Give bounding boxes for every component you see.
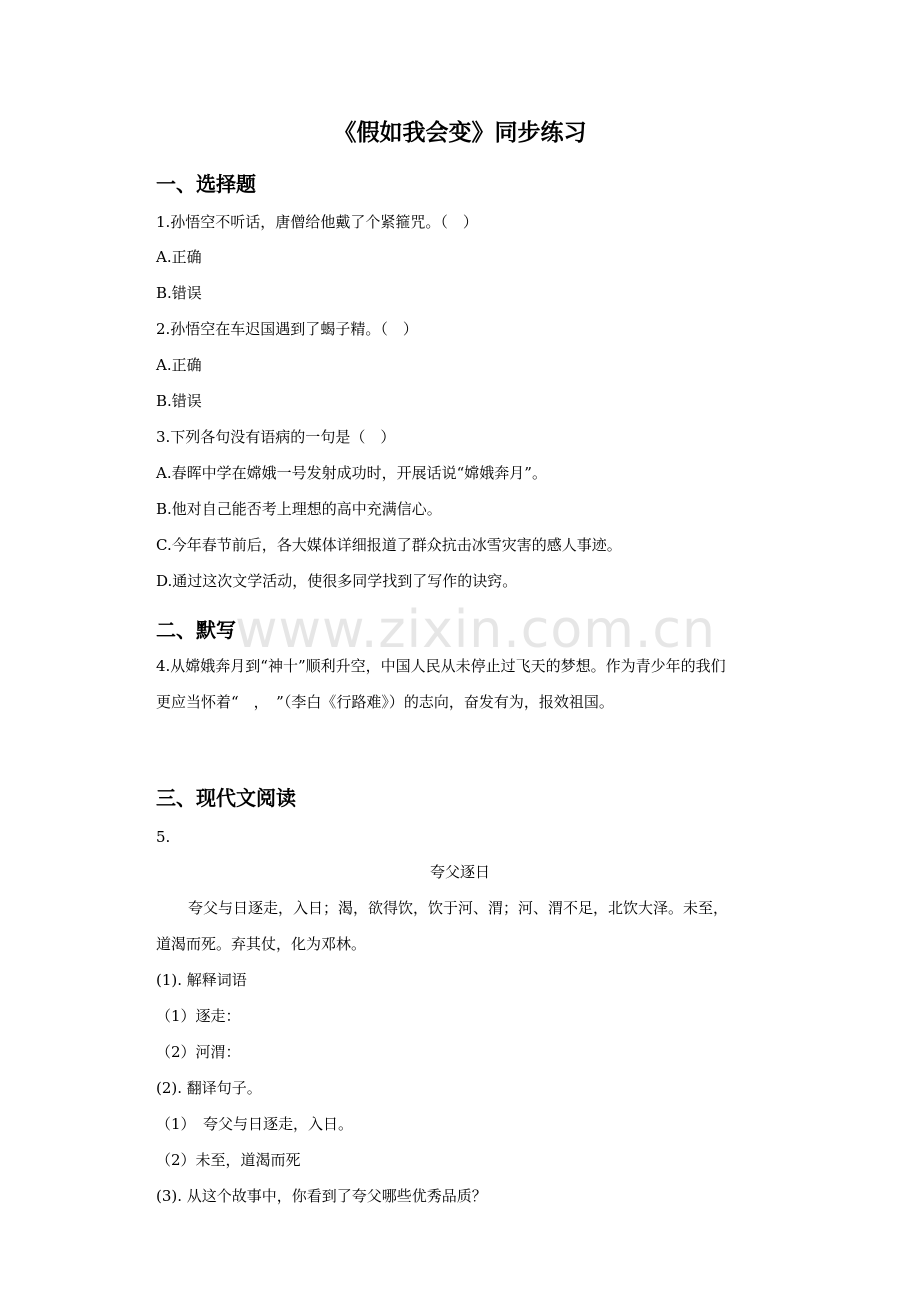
question-2-option-a: A.正确: [156, 356, 202, 374]
question-1-option-a: A.正确: [156, 248, 202, 266]
question-2: 2.孙悟空在车迟国遇到了蝎子精。（ ）: [156, 320, 418, 338]
watermark: www.zixin.com.cn: [235, 600, 716, 660]
question-1: 1.孙悟空不听话，唐僧给他戴了个紧箍咒。（ ）: [156, 213, 478, 231]
subquestion-2-item-1: （1） 夸父与日逐走，入日。: [156, 1115, 354, 1133]
document-title: 《假如我会变》同步练习: [333, 120, 587, 146]
section-heading-choice: 一、选择题: [156, 172, 256, 196]
question-3: 3.下列各句没有语病的一句是（ ）: [156, 428, 396, 446]
subquestion-2-item-2: （2）未至，道渴而死: [156, 1151, 301, 1169]
question-1-option-b: B.错误: [156, 284, 202, 302]
question-3-option-a: A.春晖中学在嫦娥一号发射成功时，开展话说“嫦娥奔月”。: [156, 464, 547, 482]
passage-title: 夸父逐日: [429, 863, 490, 881]
subquestion-2: (2). 翻译句子。: [156, 1079, 262, 1097]
passage-line-1: 夸父与日逐走，入日；渴，欲得饮，饮于河、渭；河、渭不足，北饮大泽。未至，: [188, 899, 729, 917]
subquestion-1: (1). 解释词语: [156, 971, 247, 989]
question-3-option-c: C.今年春节前后，各大媒体详细报道了群众抗击冰雪灾害的感人事迹。: [156, 536, 622, 554]
passage-line-2: 道渴而死。弃其仗，化为邓林。: [156, 935, 367, 953]
question-4-line-1: 4.从嫦娥奔月到“神十”顺利升空，中国人民从未停止过飞天的梦想。作为青少年的我们: [156, 657, 726, 675]
section-heading-reading: 三、现代文阅读: [156, 786, 296, 810]
subquestion-3: (3). 从这个故事中，你看到了夸父哪些优秀品质？: [156, 1187, 487, 1205]
question-3-option-d: D.通过这次文学活动，使很多同学找到了写作的诀窍。: [156, 572, 518, 590]
question-2-option-b: B.错误: [156, 392, 202, 410]
section-heading-dictation: 二、默写: [156, 618, 236, 642]
subquestion-1-item-1: （1）逐走：: [156, 1007, 241, 1025]
subquestion-1-item-2: （2）河渭：: [156, 1043, 241, 1061]
question-3-option-b: B.他对自己能否考上理想的高中充满信心。: [156, 500, 442, 518]
question-5: 5.: [156, 828, 171, 846]
question-4-line-2: 更应当怀着“ ， ”（李白《行路难》）的志向，奋发有为，报效祖国。: [156, 693, 614, 711]
